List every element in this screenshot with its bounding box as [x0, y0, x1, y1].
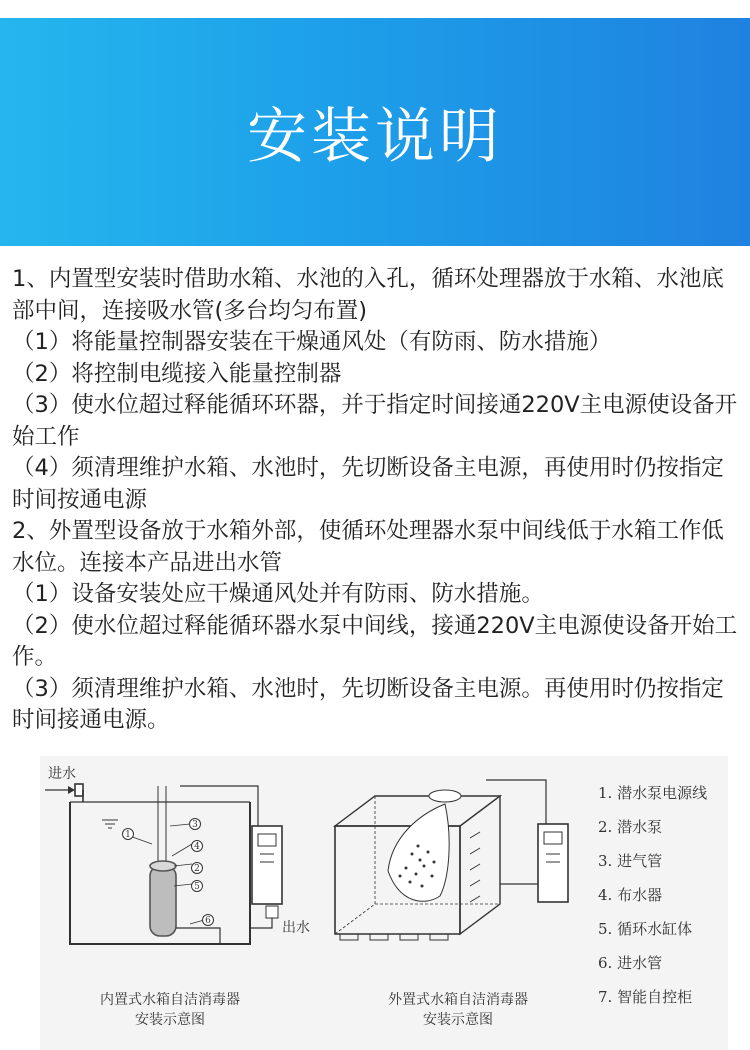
installation-instructions	[0, 246, 750, 737]
legend-item: 1. 潜水泵电源线	[598, 784, 708, 802]
diagram-svg	[40, 756, 728, 1050]
instruction-line: 1、内置型安装时借助水箱、水池的入孔，循环处理器放于水箱、水池底部中间，连接吸水管(多台均匀布置)	[12, 266, 724, 324]
legend-item: 6. 进水管	[598, 954, 663, 972]
legend-item: 5. 循环水缸体	[598, 920, 693, 938]
legend-item: 7. 智能自控柜	[598, 988, 693, 1006]
callout-1: 1	[125, 830, 131, 840]
internal-tank-diagram	[45, 784, 282, 944]
internal-caption-line2: 安装示意图	[135, 1012, 205, 1028]
external-caption-line2: 安装示意图	[423, 1012, 493, 1028]
external-caption-line1: 外置式水箱自洁消毒器	[388, 992, 528, 1008]
callout-4: 4	[194, 842, 200, 852]
callout-2: 2	[194, 864, 200, 874]
component-legend	[598, 784, 707, 1006]
title-banner	[0, 18, 750, 246]
outlet-label: 出水	[282, 920, 310, 936]
legend-item: 3. 进气管	[598, 852, 663, 870]
callout-3: 3	[192, 820, 198, 830]
external-tank-diagram	[335, 780, 568, 940]
page-title: 安装说明	[247, 102, 503, 172]
callout-5: 5	[194, 882, 200, 892]
instruction-line: 2、外置型设备放于水箱外部，使循环处理器水泵中间线低于水箱工作低水位。连接本产品进出水管	[12, 518, 724, 576]
inlet-label: 进水	[48, 766, 76, 782]
instruction-line: （4）须清理维护水箱、水池时，先切断设备主电源，再使用时仍按指定时间按通电源	[12, 455, 724, 513]
instruction-line: （3）使水位超过释能循环环器，并于指定时间接通220V主电源使设备开始工作	[12, 392, 738, 450]
instruction-line: （1）设备安装处应干燥通风处并有防雨、防水措施。	[12, 581, 544, 607]
instruction-line: （1）将能量控制器安装在干燥通风处（有防雨、防水措施）	[12, 329, 612, 355]
legend-item: 4. 布水器	[598, 886, 663, 904]
internal-caption-line1: 内置式水箱自洁消毒器	[100, 992, 240, 1008]
top-margin	[0, 0, 750, 18]
legend-item: 2. 潜水泵	[598, 818, 663, 836]
instruction-line: （2）将控制电缆接入能量控制器	[12, 360, 342, 387]
installation-diagram	[40, 756, 728, 1050]
instruction-line: （3）须清理维护水箱、水池时，先切断设备主电源。再使用时仍按指定时间接通电源。	[12, 675, 724, 733]
callout-6: 6	[205, 916, 211, 926]
instruction-line: （2）使水位超过释能循环器水泵中间线，接通220V主电源使设备开始工作。	[12, 612, 738, 670]
